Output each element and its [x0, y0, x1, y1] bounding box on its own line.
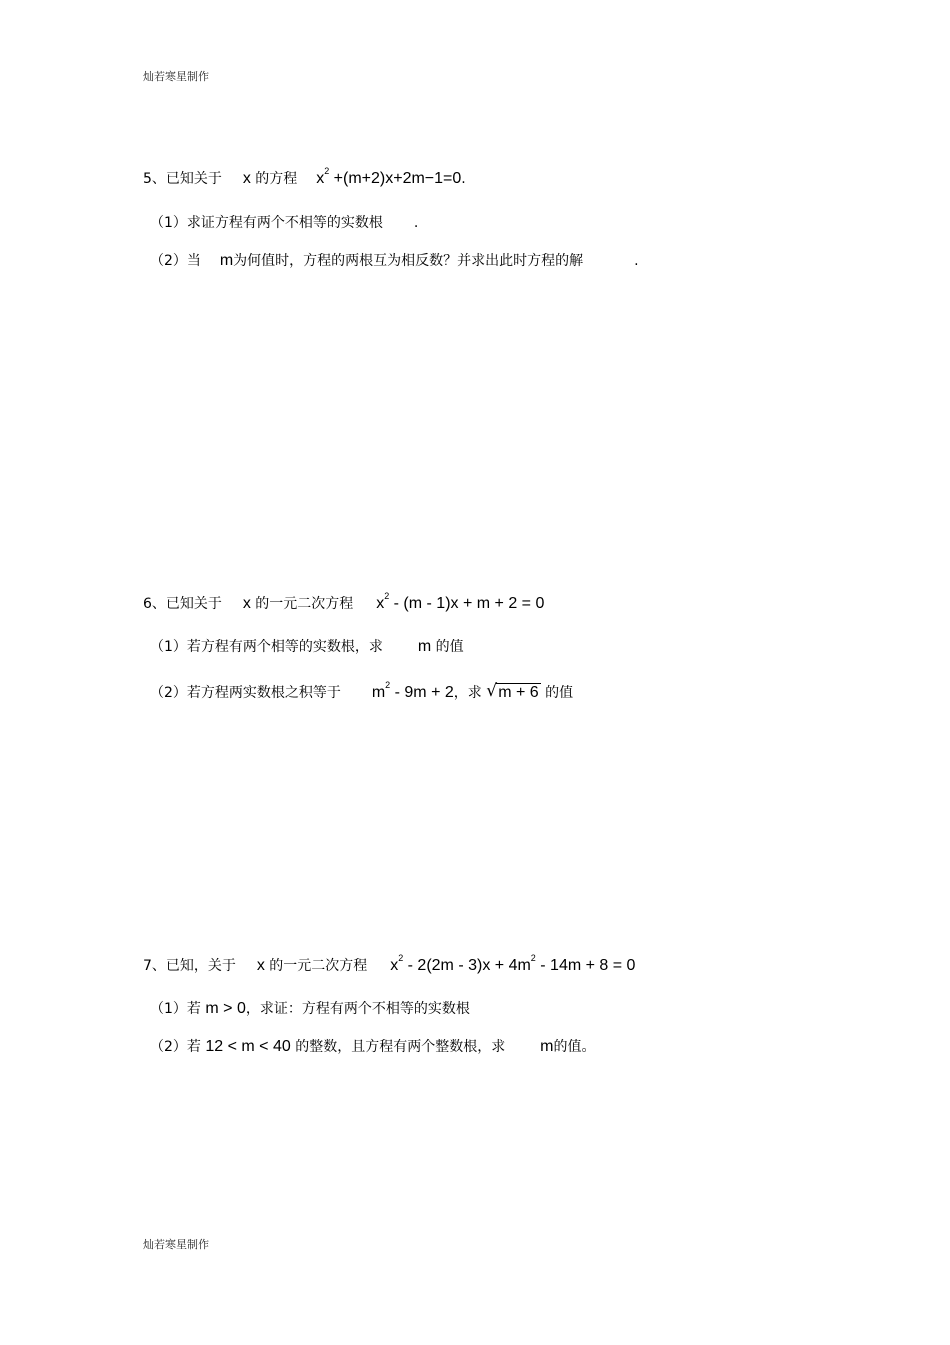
- q6-part2: [150, 682, 573, 702]
- q7-part2-var: m: [540, 1038, 554, 1055]
- q6-part2-eq-rest: - 9m + 2: [394, 684, 454, 701]
- q5-statement: [143, 168, 466, 188]
- q6-part1-end: 的值: [435, 639, 464, 655]
- q7-part2-text: 的整数，且方程有两个整数根，求: [295, 1039, 506, 1055]
- q7-part2: [150, 1036, 595, 1056]
- q7-equation-exp2: 2: [530, 953, 536, 963]
- q6-equation-rest: - (m - 1)x + m + 2 = 0: [393, 595, 545, 612]
- q5-var: x: [242, 170, 251, 187]
- q5-equation-rest: +(m+2)x+2m−1=0: [333, 170, 462, 187]
- q6-var: x: [242, 595, 251, 612]
- q6-part2-mid: ，求: [453, 685, 482, 701]
- q5-part2: [150, 250, 639, 270]
- q7-equation-rest: - 14m + 8 = 0: [540, 957, 636, 974]
- sqrt-icon: √: [486, 681, 498, 701]
- q7-part1-lead: （1）若: [150, 1001, 201, 1017]
- q5-end: .: [461, 171, 466, 187]
- q7-equation-exp: 2: [398, 953, 404, 963]
- q5-part1: [150, 212, 418, 232]
- q7-mid: 的一元二次方程: [269, 958, 368, 974]
- q5-part2-var: m: [219, 252, 234, 269]
- q6-statement: [143, 593, 544, 613]
- q7-statement: [143, 955, 635, 975]
- q7-part2-cond: 12 < m < 40: [205, 1038, 291, 1055]
- q7-var: x: [256, 957, 265, 974]
- q6-equation-exp: 2: [384, 591, 390, 601]
- q5-lead: 5、已知关于: [143, 171, 222, 187]
- q5-part2-text: 为何值时，方程的两根互为相反数？并求出此时方程的解: [233, 253, 584, 269]
- q7-equation-mid: - 2(2m - 3)x + 4m: [407, 957, 531, 974]
- page-footer: 灿若寒星制作: [143, 1238, 209, 1251]
- q6-lead: 6、已知关于: [143, 596, 222, 612]
- page-header: 灿若寒星制作: [143, 70, 209, 83]
- q6-equation-x: x: [376, 595, 385, 612]
- q5-part2-lead: （2）当: [150, 253, 201, 269]
- q5-part2-end: .: [634, 253, 639, 269]
- q6-part1-text: （1）若方程有两个相等的实数根，求: [150, 639, 383, 655]
- q6-part1: [150, 636, 464, 656]
- q6-part2-eq-exp: 2: [385, 680, 391, 690]
- q6-part2-end: 的值: [545, 685, 574, 701]
- q7-part2-lead: （2）若: [150, 1039, 201, 1055]
- q5-part1-text: （1）求证方程有两个不相等的实数根: [150, 215, 383, 231]
- q6-part1-var: m: [417, 638, 432, 655]
- q7-equation-x: x: [390, 957, 399, 974]
- q5-equation-x: x: [316, 170, 325, 187]
- q5-part1-end: .: [413, 215, 419, 231]
- q7-part2-end: 的值。: [553, 1039, 596, 1055]
- q6-mid: 的一元二次方程: [255, 596, 354, 612]
- q5-equation-exp: 2: [324, 166, 330, 176]
- q5-mid: 的方程: [255, 171, 298, 187]
- q7-part1-text: ，求证：方程有两个不相等的实数根: [245, 1001, 470, 1017]
- q6-sqrt: [486, 681, 540, 702]
- q7-part1: [150, 998, 470, 1018]
- q7-part1-cond: m > 0: [205, 1000, 246, 1017]
- q6-part2-eq-m: m: [371, 684, 386, 701]
- q6-part2-text: （2）若方程两实数根之积等于: [150, 685, 341, 701]
- q7-lead: 7、已知，关于: [143, 958, 236, 974]
- q6-sqrt-radicand: m + 6: [498, 684, 539, 701]
